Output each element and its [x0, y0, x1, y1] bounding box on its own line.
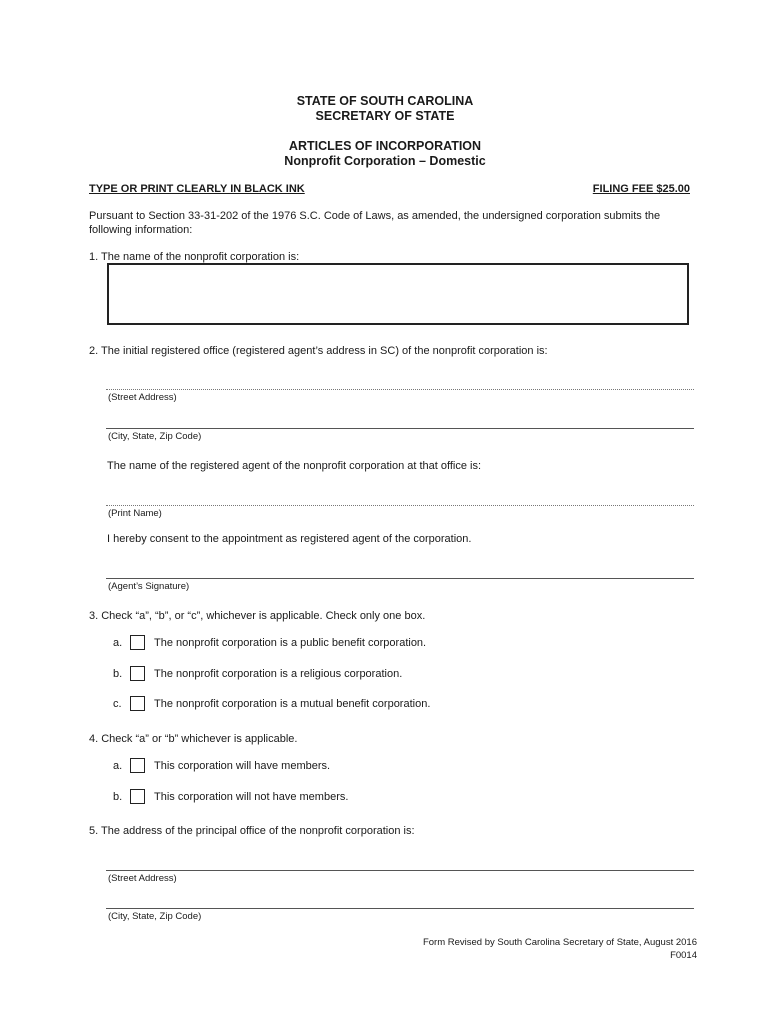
agent-print-name-line[interactable]: [106, 505, 694, 506]
agent-signature-label: (Agent’s Signature): [108, 581, 190, 592]
no-members-label: This corporation will not have members.: [154, 791, 349, 803]
religious-label: The nonprofit corporation is a religious corporation.: [154, 668, 403, 680]
option-letter: b.: [113, 791, 123, 803]
option-letter: a.: [113, 637, 123, 649]
filing-fee: FILING FEE $25.00: [592, 183, 690, 195]
principal-office-city-label: (City, State, Zip Code): [108, 911, 202, 922]
principal-office-city-line[interactable]: [106, 908, 694, 909]
has-members-checkbox[interactable]: [130, 758, 145, 773]
agent-signature-line[interactable]: [106, 578, 694, 579]
public-benefit-label: The nonprofit corporation is a public benefit corporation.: [154, 637, 427, 649]
option-letter: a.: [113, 760, 123, 772]
item5-text: 5. The address of the principal office of the nonprofit corporation is:: [89, 825, 415, 837]
corporation-name-field[interactable]: [107, 263, 689, 325]
item2-text: 2. The initial registered office (registered agent’s address in SC) of the nonprofit corporation is:: [89, 345, 548, 357]
office-heading: SECRETARY OF STATE: [315, 109, 455, 123]
type-print-instruction: TYPE OR PRINT CLEARLY IN BLACK INK: [89, 183, 305, 195]
registered-office-street-label: (Street Address): [108, 392, 177, 403]
registered-agent-text: The name of the registered agent of the nonprofit corporation at that office is:: [107, 460, 482, 472]
revision-note: Form Revised by South Carolina Secretary of State, August 2016: [422, 937, 697, 948]
state-heading: STATE OF SOUTH CAROLINA: [296, 94, 474, 108]
registered-office-city-line[interactable]: [106, 428, 694, 429]
form-title: ARTICLES OF INCORPORATION: [288, 139, 482, 153]
item1-text: 1. The name of the nonprofit corporation is:: [89, 251, 300, 263]
registered-office-street-line[interactable]: [106, 389, 694, 390]
option-letter: c.: [113, 698, 122, 710]
public-benefit-checkbox[interactable]: [130, 635, 145, 650]
registered-office-city-label: (City, State, Zip Code): [108, 431, 202, 442]
has-members-label: This corporation will have members.: [154, 760, 331, 772]
option-letter: b.: [113, 668, 123, 680]
item3-text: 3. Check “a”, “b”, or “c”, whichever is applicable. Check only one box.: [89, 610, 426, 622]
form-subtitle: Nonprofit Corporation – Domestic: [284, 154, 486, 168]
form-number: F0014: [670, 950, 697, 961]
item4-text: 4. Check “a” or “b” whichever is applicable.: [89, 733, 298, 745]
mutual-benefit-checkbox[interactable]: [130, 696, 145, 711]
religious-checkbox[interactable]: [130, 666, 145, 681]
no-members-checkbox[interactable]: [130, 789, 145, 804]
intro-text-continued: following information:: [89, 224, 193, 236]
mutual-benefit-label: The nonprofit corporation is a mutual benefit corporation.: [154, 698, 431, 710]
agent-print-name-label: (Print Name): [108, 508, 162, 519]
principal-office-street-label: (Street Address): [108, 873, 177, 884]
agent-consent-text: I hereby consent to the appointment as registered agent of the corporation.: [107, 533, 472, 545]
intro-text: Pursuant to Section 33-31-202 of the 1976 S.C. Code of Laws, as amended, the undersigned corporation submits the: [89, 210, 661, 222]
principal-office-street-line[interactable]: [106, 870, 694, 871]
